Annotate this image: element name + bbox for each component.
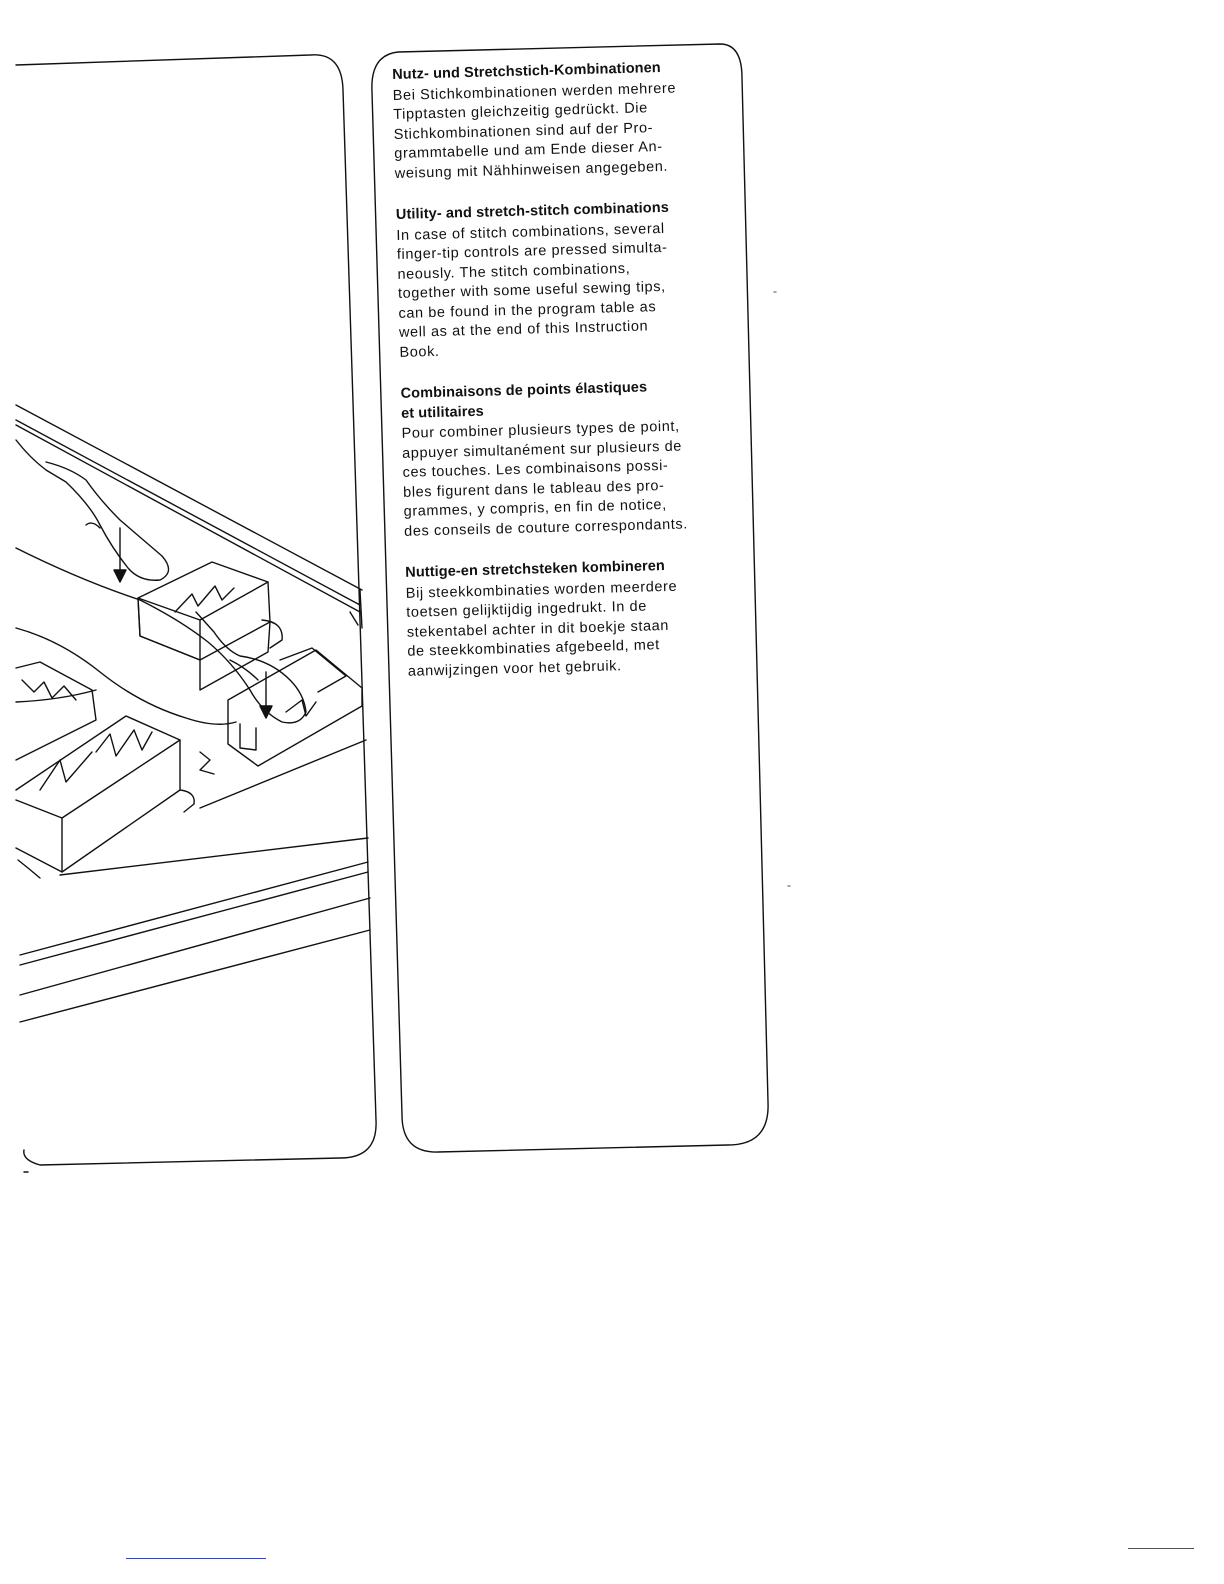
- section-body-line: bles figurent dans le tableau des pro-: [402, 477, 665, 501]
- press-arrow-lower: [260, 672, 272, 718]
- section-heading-line: Combinaisons de points élastiques: [400, 379, 648, 402]
- section-body-line: In case of stitch combinations, several: [396, 220, 665, 244]
- control-key-top: [138, 562, 282, 690]
- machine-panel-lines: [16, 405, 370, 1022]
- section-body-line: Book.: [399, 343, 440, 361]
- text-section: [392, 57, 735, 184]
- section-heading-line: Nuttige-en stretchsteken kombineren: [405, 558, 666, 581]
- section-body-line: Bij steekkombinaties worden meerdere: [405, 578, 678, 602]
- control-key-left-upper: [16, 662, 96, 760]
- section-body-line: well as at the end of this Instruction: [398, 318, 649, 341]
- section-body-line: finger-tip controls are pressed simulta-: [396, 239, 668, 263]
- section-body-line: together with some useful sewing tips,: [397, 278, 666, 302]
- section-body-line: aanwijzingen voor het gebruik.: [407, 657, 622, 680]
- instruction-text-panel: [392, 57, 749, 704]
- press-arrow-upper: [114, 528, 126, 582]
- footer-rule-right: [1128, 1548, 1194, 1549]
- section-body-line: stekentabel achter in dit boekje staan: [406, 617, 670, 641]
- section-body-line: Pour combiner plusieurs types de point,: [401, 418, 680, 442]
- illustration-frame: [16, 55, 376, 1165]
- control-key-left-lower: [16, 716, 194, 878]
- control-key-bottom: [200, 648, 362, 774]
- text-section: [396, 197, 740, 363]
- text-section: [400, 376, 744, 542]
- section-body-line: Stichkombinationen sind auf der Pro-: [393, 119, 654, 143]
- section-body-line: can be found in the program table as: [398, 298, 657, 322]
- section-heading-line: Utility- and stretch-stitch combinations: [395, 199, 670, 223]
- section-heading-line: et utilitaires: [400, 403, 485, 422]
- section-body-line: neously. The stitch combinations,: [397, 260, 631, 283]
- section-body-line: ces touches. Les combinaisons possi-: [402, 457, 669, 481]
- section-heading-line: Nutz- und Stretchstich-Kombinationen: [392, 59, 661, 83]
- section-body-line: Tipptasten gleichzeitig gedrückt. Die: [393, 100, 648, 123]
- section-body-line: de steekkombinaties afgebeeld, met: [407, 637, 661, 660]
- section-body-line: Bei Stichkombinationen werden mehrere: [392, 80, 677, 104]
- section-body-line: toetsen gelijktijdig ingedrukt. In de: [406, 598, 648, 621]
- footer-rule-left: [126, 1558, 266, 1559]
- section-body-line: grammtabelle und am Ende dieser An-: [394, 138, 663, 162]
- text-section: [405, 555, 748, 682]
- section-body-line: grammes, y compris, en fin de notice,: [403, 496, 667, 520]
- section-body-line: appuyer simultanément sur plusieurs de: [401, 438, 683, 462]
- section-body-line: des conseils de couture correspondants.: [403, 515, 689, 540]
- section-body-line: weisung mit Nähhinweisen angegeben.: [394, 158, 669, 182]
